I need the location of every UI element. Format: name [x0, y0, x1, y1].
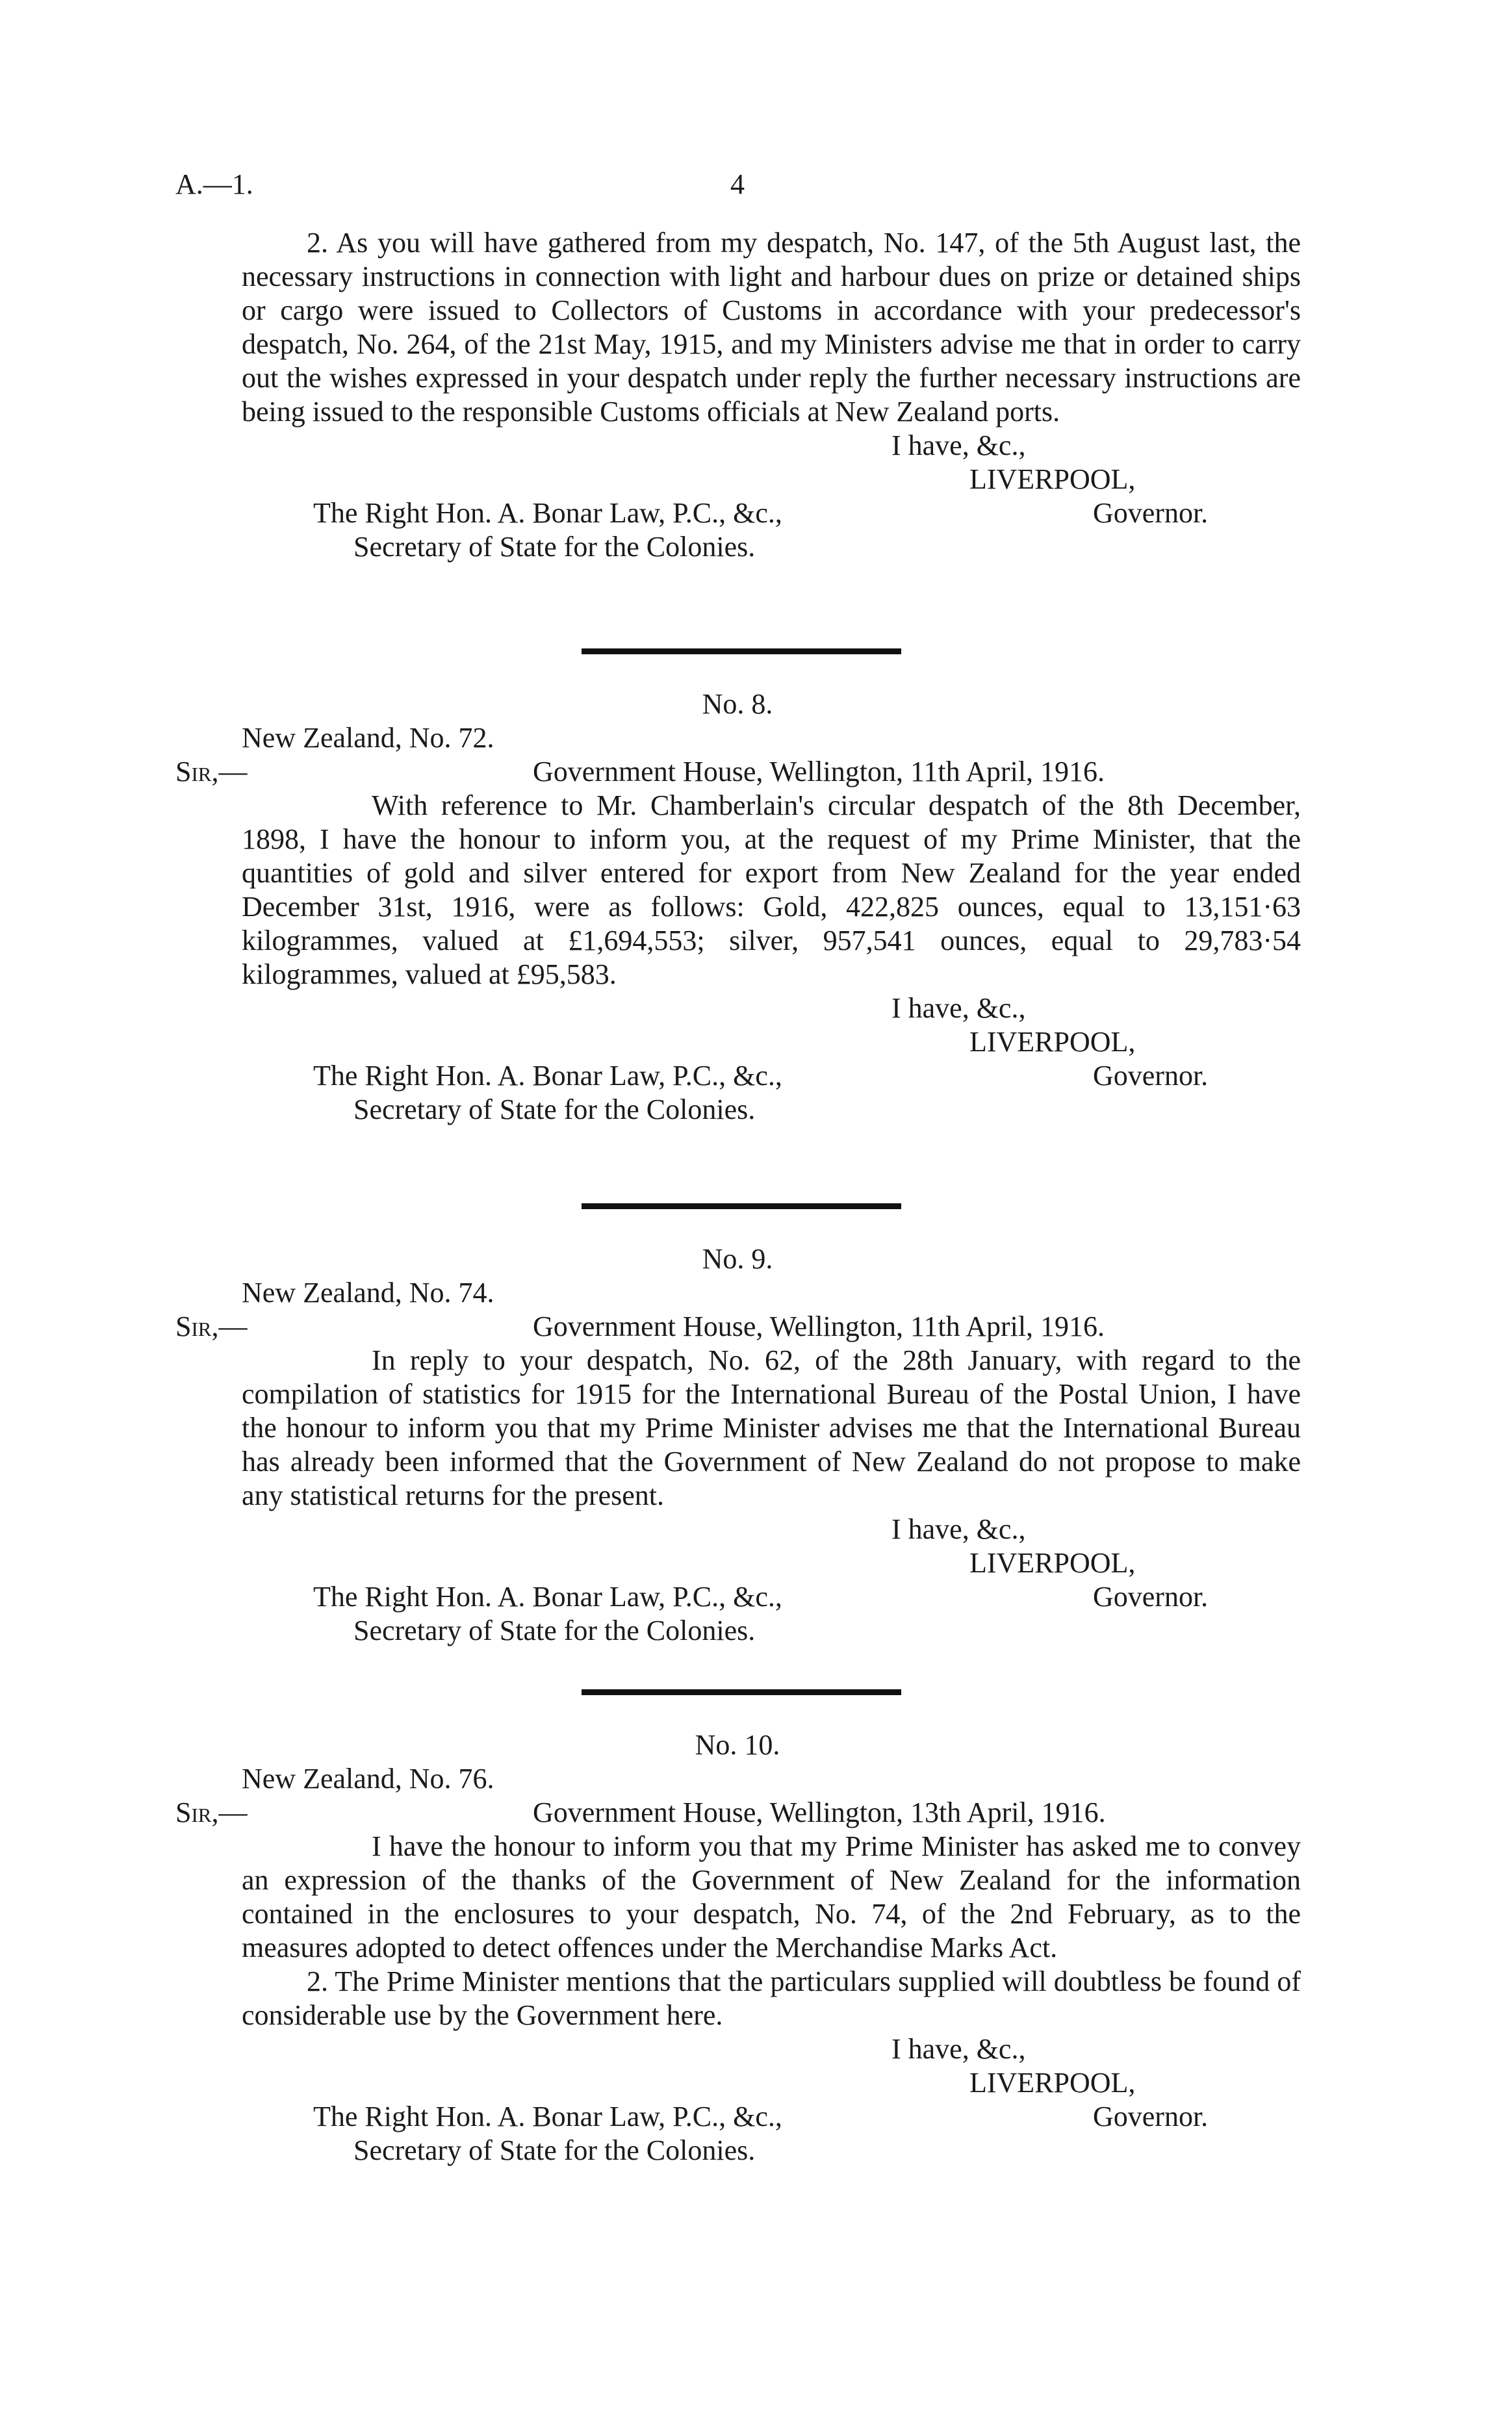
- despatch-paragraph: I have the honour to inform you that my Prime Minister has asked me to convey an expression of the thanks of the Government of New Zealand for the information contained in the enclosures to your despatch, No. 74, of the 2nd February, as to the measures adopted to detect offences under the Merchandise Marks Act.: [242, 1830, 1301, 1963]
- signature-block: [242, 2032, 1301, 2100]
- section-divider: [582, 1203, 901, 1209]
- despatch-number: No. 10.: [695, 1729, 780, 1761]
- signature-block: [242, 429, 1301, 496]
- signature-block: [242, 1513, 1301, 1580]
- closing: I have, &c.,: [891, 2033, 1026, 2065]
- place-date: Government House, Wellington, 13th April, 1916.: [533, 1797, 1106, 1828]
- addressee-office: Secretary of State for the Colonies.: [353, 531, 756, 563]
- address-block: [242, 496, 1301, 564]
- salutation: Sir,—: [175, 1311, 248, 1342]
- addressee: The Right Hon. A. Bonar Law, P.C., &c.,: [313, 1581, 782, 1613]
- signatory-title: Governor.: [1093, 497, 1209, 529]
- address-block: [242, 1059, 1301, 1127]
- signature-block: [242, 991, 1301, 1059]
- signatory: LIVERPOOL,: [969, 463, 1136, 495]
- signatory: LIVERPOOL,: [969, 2067, 1136, 2099]
- closing: I have, &c.,: [891, 992, 1026, 1024]
- despatch-reference: New Zealand, No. 76.: [242, 1763, 494, 1795]
- signatory-title: Governor.: [1093, 1060, 1209, 1092]
- signatory: LIVERPOOL,: [969, 1026, 1136, 1058]
- continuation-paragraph: 2. As you will have gathered from my despatch, No. 147, of the 5th August last, the necessary instructions in connection with light and harbour dues on prize or detained ships or cargo were issued to Collectors of Customs in accordance with your predecessor's despatch, No. 264, of the 21st May, 1915, and my Ministers advise me that in order to carry out the wishes expressed in your despatch under reply the further necessary instructions are being issued to the responsible Customs officials at New Zealand ports.: [242, 227, 1301, 428]
- addressee: The Right Hon. A. Bonar Law, P.C., &c.,: [313, 2101, 782, 2132]
- despatch-body: [242, 1830, 1301, 2168]
- address-block: [242, 2100, 1301, 2168]
- signatory-title: Governor.: [1093, 2101, 1209, 2132]
- page-number: 4: [730, 168, 745, 200]
- paper-reference: A.—1.: [175, 168, 253, 200]
- signatory-title: Governor.: [1093, 1581, 1209, 1613]
- despatch-paragraph: In reply to your despatch, No. 62, of the 28th January, with regard to the compilation of statistics for 1915 for the International Bureau of the Postal Union, I have the honour to inform you that my Prime Minister advises me that the International Bureau has already been informed that the Government of New Zealand do not propose to make any statistical returns for the present.: [242, 1344, 1301, 1511]
- despatch-paragraph: 2. The Prime Minister mentions that the particulars supplied will doubtless be found of considerable use by the Government here.: [242, 1965, 1301, 2031]
- despatch-number: No. 9.: [702, 1243, 773, 1275]
- despatch-body: [242, 1344, 1301, 1648]
- despatch-body: [242, 789, 1301, 1127]
- salutation: Sir,—: [175, 1797, 248, 1828]
- salutation: Sir,—: [175, 756, 248, 787]
- section-divider: [582, 1689, 901, 1695]
- addressee-office: Secretary of State for the Colonies.: [353, 2134, 756, 2166]
- closing: I have, &c.,: [891, 1513, 1026, 1545]
- section-divider: [582, 648, 901, 654]
- addressee-office: Secretary of State for the Colonies.: [353, 1615, 756, 1646]
- addressee-office: Secretary of State for the Colonies.: [353, 1093, 756, 1125]
- closing: I have, &c.,: [891, 429, 1026, 461]
- place-date: Government House, Wellington, 11th April, 1916.: [533, 756, 1105, 787]
- addressee: The Right Hon. A. Bonar Law, P.C., &c.,: [313, 1060, 782, 1092]
- continuation-block: [242, 226, 1301, 564]
- despatch-number: No. 8.: [702, 688, 773, 720]
- despatch-reference: New Zealand, No. 72.: [242, 722, 494, 754]
- place-date: Government House, Wellington, 11th April, 1916.: [533, 1311, 1105, 1342]
- signatory: LIVERPOOL,: [969, 1547, 1136, 1579]
- despatch-paragraph: With reference to Mr. Chamberlain's circular despatch of the 8th December, 1898, I have the honour to inform you, at the request of my Prime Minister, that the quantities of gold and silver entered for export from New Zealand for the year ended December 31st, 1916, were as follows: Gold, 422,825 ounces, equal to 13,151·63 kilogrammes, valued at £1,694,553; silver, 957,541 ounces, equal to 29,783·54 kilogrammes, valued at £95,583.: [242, 789, 1301, 990]
- address-block: [242, 1580, 1301, 1648]
- addressee: The Right Hon. A. Bonar Law, P.C., &c.,: [313, 497, 782, 529]
- despatch-reference: New Zealand, No. 74.: [242, 1277, 494, 1309]
- page-header: [175, 168, 1300, 207]
